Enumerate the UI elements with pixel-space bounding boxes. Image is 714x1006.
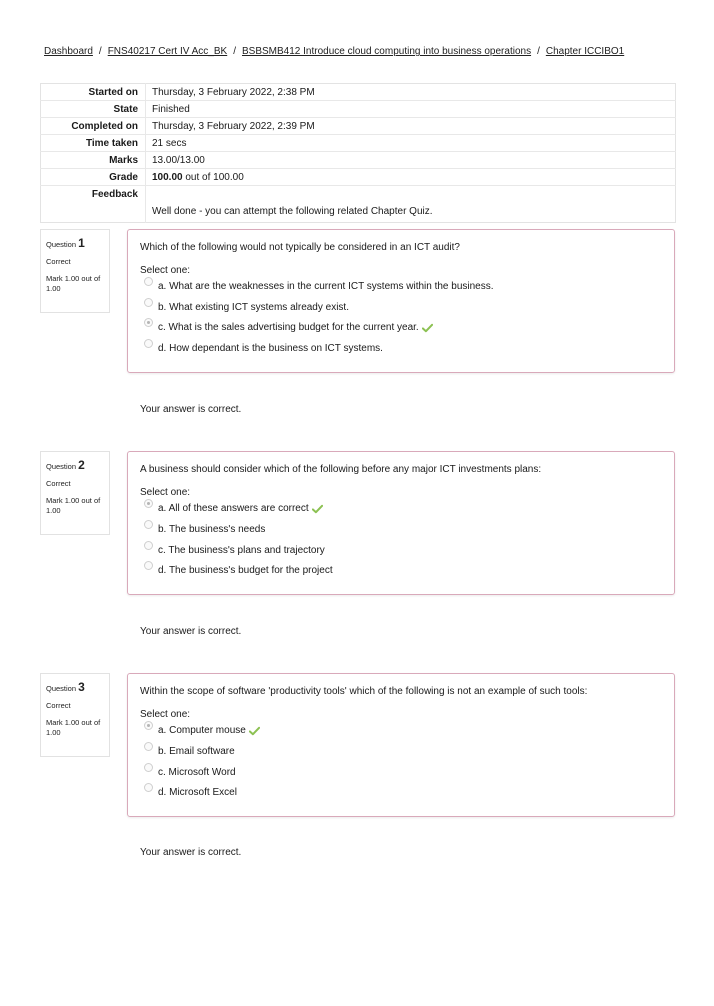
- answer-option-d[interactable]: d. How dependant is the business on ICT systems.: [144, 343, 383, 354]
- breadcrumb: [44, 46, 624, 57]
- grade-total: out of 100.00: [182, 171, 244, 183]
- radio-button-icon[interactable]: [144, 520, 153, 529]
- radio-button-icon[interactable]: [144, 541, 153, 550]
- radio-button-icon[interactable]: [144, 298, 153, 307]
- answer-option-c[interactable]: c. The business's plans and trajectory: [144, 545, 325, 556]
- radio-button-icon[interactable]: [144, 277, 153, 286]
- answer-option-c[interactable]: c. What is the sales advertising budget for the current year.: [144, 322, 433, 333]
- answer-option-b[interactable]: b. The business's needs: [144, 524, 265, 535]
- answer-option-a[interactable]: a. All of these answers are correct: [144, 503, 323, 514]
- breadcrumb-dashboard-link[interactable]: Dashboard: [44, 46, 93, 57]
- question-feedback-3: Your answer is correct.: [140, 847, 242, 858]
- radio-button-icon[interactable]: [144, 339, 153, 348]
- question-box-2: [127, 451, 675, 595]
- breadcrumb-course-link[interactable]: FNS40217 Cert IV Acc_BK: [107, 46, 228, 57]
- answer-option-b[interactable]: b. Email software: [144, 746, 235, 757]
- summary-value: Well done - you can attempt the following related Chapter Quiz.: [146, 186, 676, 223]
- summary-row-grade: [41, 169, 676, 186]
- breadcrumb-unit-link[interactable]: BSBSMB412 Introduce cloud computing into business operations: [242, 46, 532, 57]
- summary-value: 13.00/13.00: [146, 152, 676, 169]
- summary-row-marks: [41, 152, 676, 169]
- attempt-summary-table: [40, 83, 676, 223]
- summary-label: Started on: [41, 84, 146, 101]
- breadcrumb-separator: /: [233, 46, 236, 57]
- summary-value: [146, 169, 676, 186]
- radio-button-selected-icon[interactable]: [144, 318, 153, 327]
- summary-value: Finished: [146, 101, 676, 118]
- question-number: Question 1: [46, 236, 85, 250]
- answer-option-b[interactable]: b. What existing ICT systems already exist.: [144, 302, 349, 313]
- summary-label: Completed on: [41, 118, 146, 135]
- radio-button-selected-icon[interactable]: [144, 721, 153, 730]
- question-text: A business should consider which of the following before any major ICT investments plans:: [140, 464, 542, 475]
- question-mark: Mark 1.00 out of 1.00: [46, 496, 101, 515]
- checkmark-icon: [422, 323, 433, 333]
- question-feedback-1: Your answer is correct.: [140, 404, 242, 415]
- question-text: Which of the following would not typically be considered in an ICT audit?: [140, 242, 460, 253]
- question-number: Question 3: [46, 680, 85, 694]
- radio-button-icon[interactable]: [144, 561, 153, 570]
- summary-label: Feedback: [41, 186, 146, 223]
- question-box-1: [127, 229, 675, 373]
- breadcrumb-separator: /: [98, 46, 102, 57]
- checkmark-icon: [249, 726, 260, 736]
- breadcrumb-separator: /: [537, 46, 540, 57]
- question-feedback-2: Your answer is correct.: [140, 626, 242, 637]
- answer-option-d[interactable]: d. Microsoft Excel: [144, 787, 237, 798]
- answer-option-a[interactable]: a. What are the weaknesses in the current ICT systems within the business.: [144, 281, 494, 292]
- select-one-label: Select one:: [140, 487, 191, 498]
- question-state: Correct: [46, 479, 71, 488]
- answer-option-c[interactable]: c. Microsoft Word: [144, 767, 236, 778]
- checkmark-icon: [312, 504, 323, 514]
- question-info-3: [40, 673, 110, 757]
- summary-value: Thursday, 3 February 2022, 2:39 PM: [146, 118, 676, 135]
- question-state: Correct: [46, 257, 71, 266]
- radio-button-icon[interactable]: [144, 742, 153, 751]
- question-mark: Mark 1.00 out of 1.00: [46, 718, 101, 737]
- radio-button-icon[interactable]: [144, 763, 153, 772]
- summary-row-state: [41, 101, 676, 118]
- question-mark: Mark 1.00 out of 1.00: [46, 274, 101, 293]
- summary-row-completed: [41, 118, 676, 135]
- radio-button-icon[interactable]: [144, 783, 153, 792]
- question-text: Within the scope of software 'productivity tools' which of the following is not an example of such tools:: [140, 686, 588, 697]
- summary-row-feedback: [41, 186, 676, 223]
- select-one-label: Select one:: [140, 709, 191, 720]
- question-info-2: [40, 451, 110, 535]
- summary-label: Grade: [41, 169, 146, 186]
- answer-option-d[interactable]: d. The business's budget for the project: [144, 565, 333, 576]
- summary-label: State: [41, 101, 146, 118]
- summary-label: Marks: [41, 152, 146, 169]
- answer-option-a[interactable]: a. Computer mouse: [144, 725, 260, 736]
- summary-value: Thursday, 3 February 2022, 2:38 PM: [152, 86, 315, 98]
- summary-row-time: [41, 135, 676, 152]
- question-number: Question 2: [46, 458, 85, 472]
- summary-row-started: [41, 84, 676, 101]
- breadcrumb-chapter-link[interactable]: Chapter ICCIBO1: [545, 46, 625, 57]
- summary-value: 21 secs: [146, 135, 676, 152]
- select-one-label: Select one:: [140, 265, 191, 276]
- summary-label: Time taken: [41, 135, 146, 152]
- grade-score: 100.00: [152, 171, 183, 183]
- question-box-3: [127, 673, 675, 817]
- question-state: Correct: [46, 701, 71, 710]
- question-info-1: [40, 229, 110, 313]
- radio-button-selected-icon[interactable]: [144, 499, 153, 508]
